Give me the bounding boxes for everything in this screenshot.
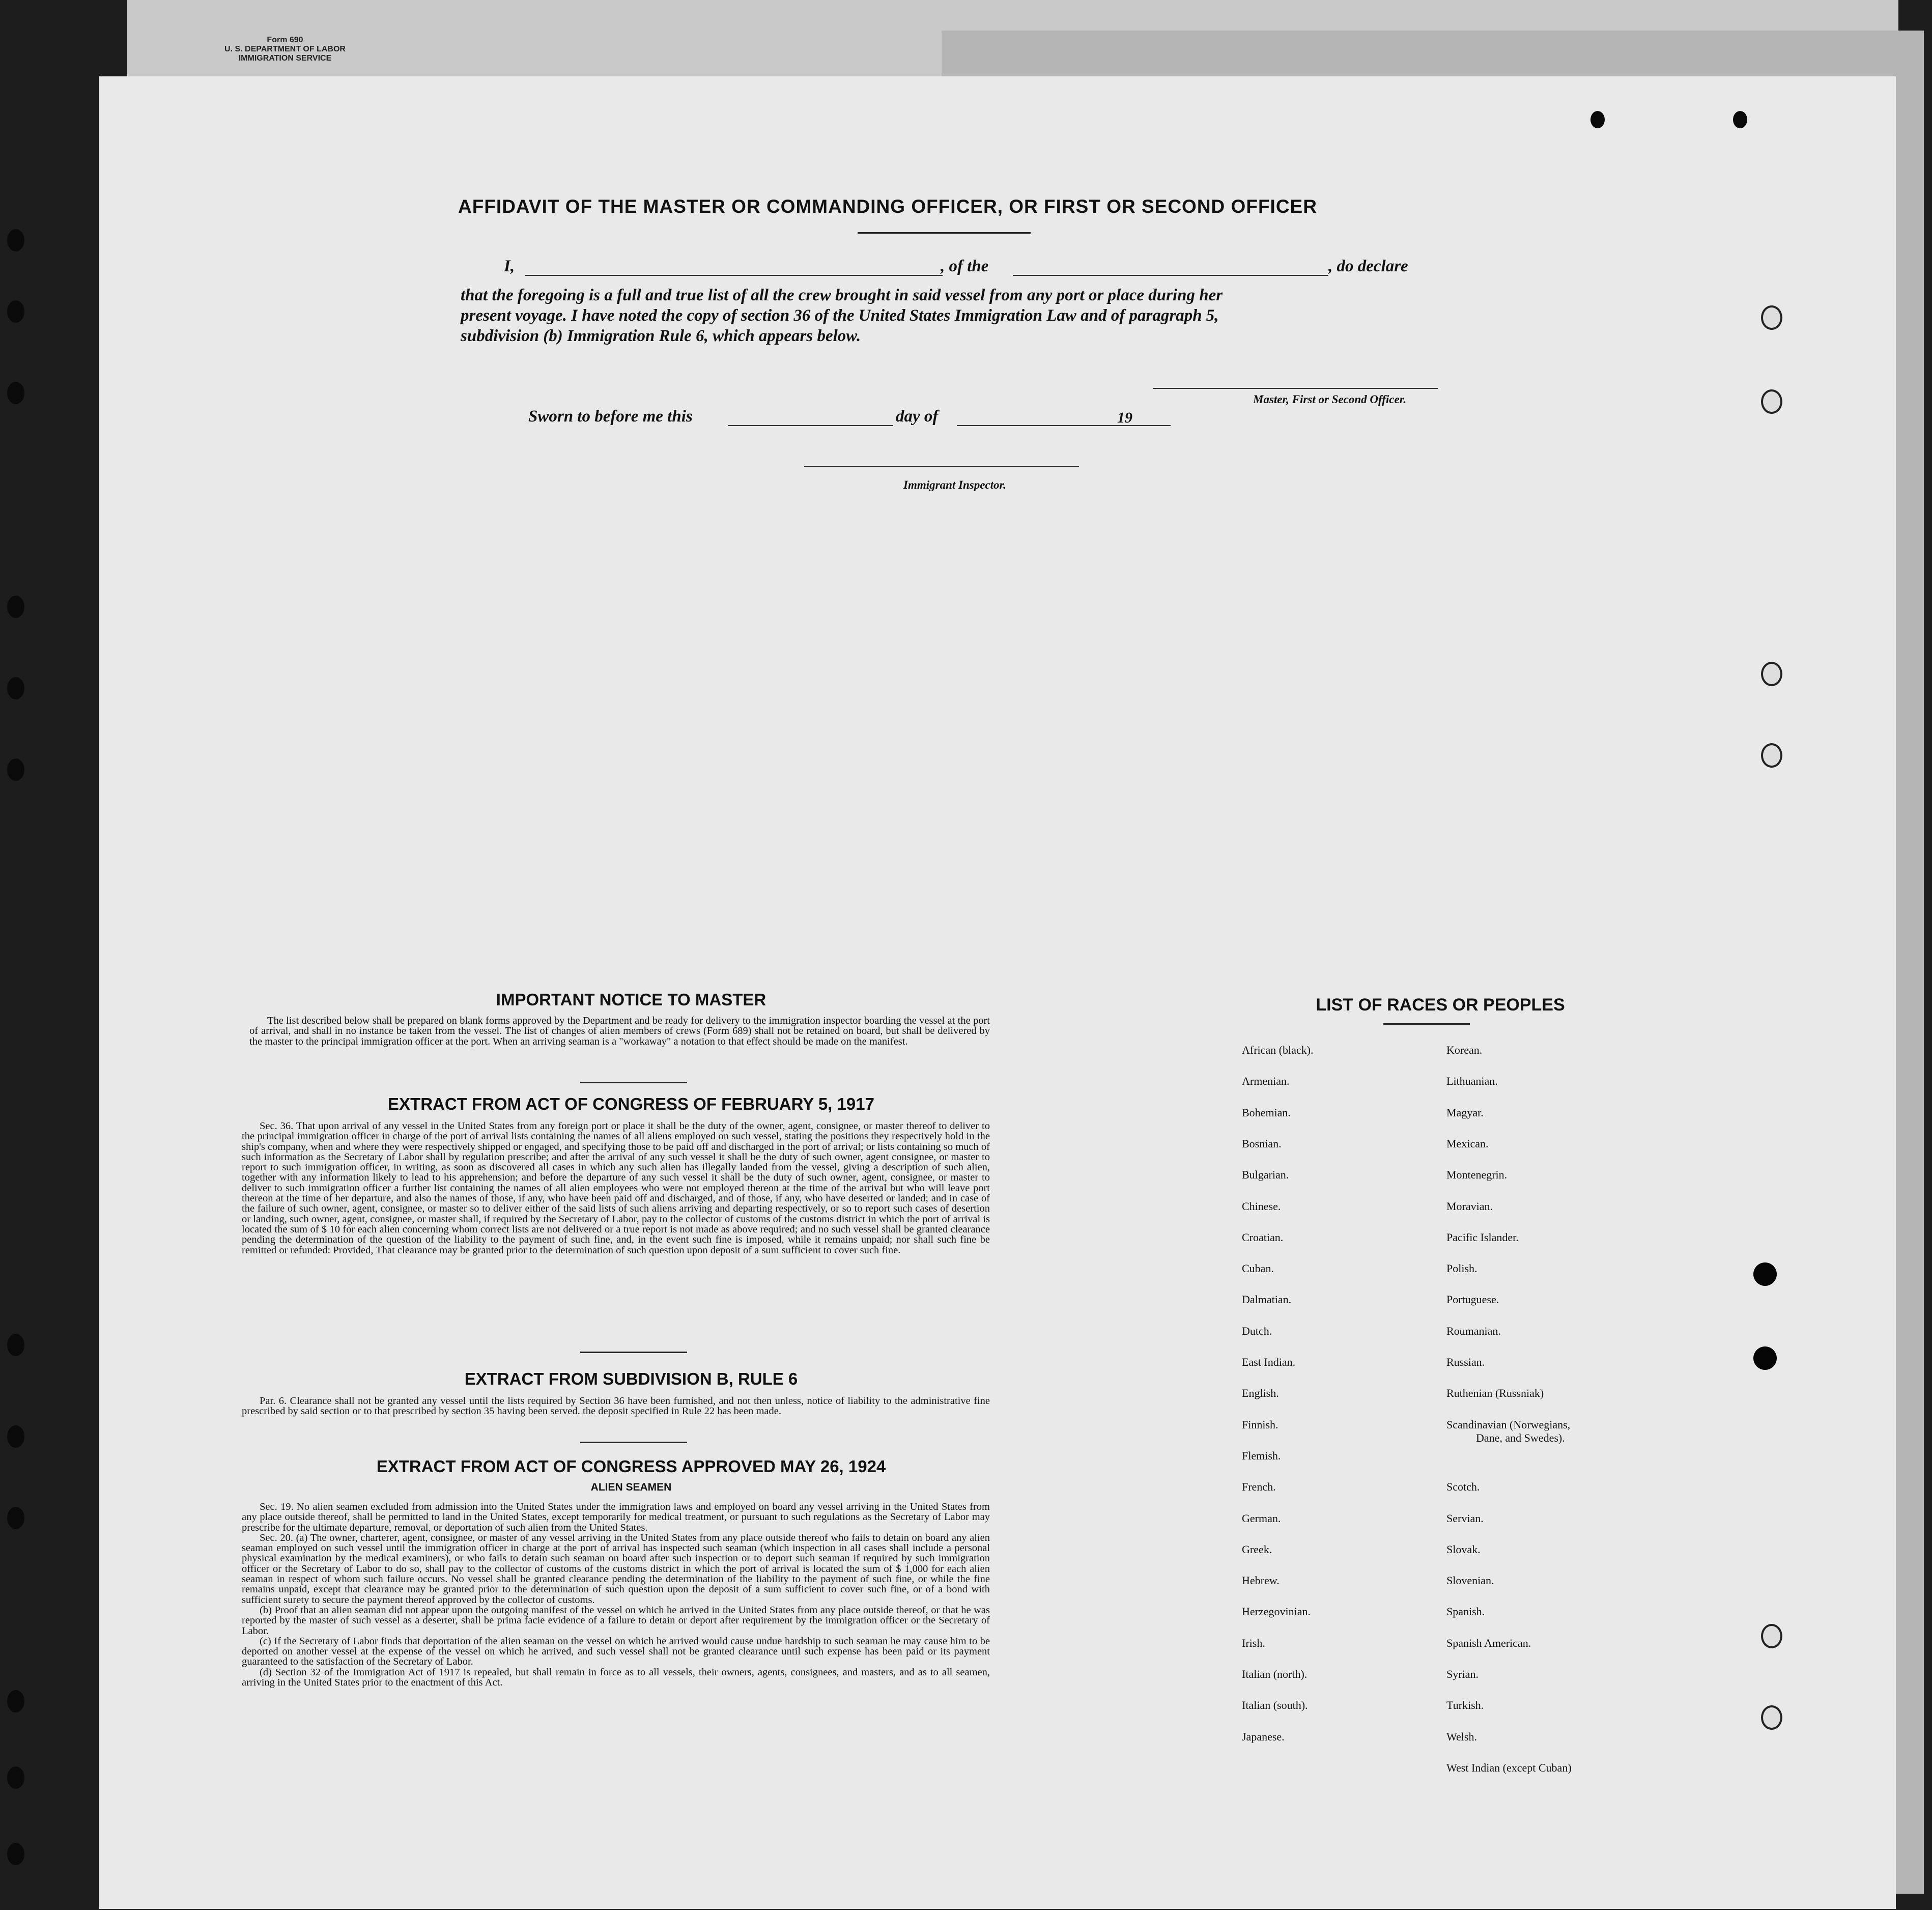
race-item: English. bbox=[1242, 1387, 1279, 1400]
section-20c-paragraph: (c) If the Secretary of Labor finds that deportation of the alien seaman on the vessel on which he arrived would cause undue hardship to such seaman he may cause him to be deported on another vessel at the expense of the vessel on which he arrived, and such vessel shall not be granted clearance until such expense has been paid or its payment guaranteed to the satisfaction of the Secretary of Labor. bbox=[242, 1635, 990, 1668]
year-label: 19 bbox=[1117, 409, 1132, 426]
race-item: German. bbox=[1242, 1511, 1281, 1525]
race-item: Chinese. bbox=[1242, 1199, 1281, 1213]
rule-6-title: EXTRACT FROM SUBDIVISION B, RULE 6 bbox=[464, 1369, 798, 1388]
race-item: Slovenian. bbox=[1446, 1574, 1494, 1587]
race-item: Welsh. bbox=[1446, 1730, 1477, 1743]
race-item: Armenian. bbox=[1242, 1075, 1290, 1088]
race-item: Syrian. bbox=[1446, 1668, 1479, 1680]
section-20b-paragraph: (b) Proof that an alien seaman did not appear upon the outgoing manifest of the vessel on which he arrived in the United States from any place outside thereof, or that he was reported by the master of such vessel as a deserter, shall be prima facie evidence of a failure to detain or deport after requirement by the immigration officer or the Secretary of Labor. bbox=[242, 1604, 990, 1637]
race-item: Mexican. bbox=[1446, 1137, 1489, 1150]
rule-6-text bbox=[242, 1396, 990, 1417]
race-item: Dane, and Swedes). bbox=[1476, 1431, 1565, 1444]
race-item: Irish. bbox=[1242, 1636, 1265, 1649]
race-item: Montenegrin. bbox=[1446, 1168, 1508, 1182]
race-item: Herzegovinian. bbox=[1242, 1605, 1311, 1618]
i-label: I, bbox=[504, 257, 515, 275]
affidavit-line: that the foregoing is a full and true list of all the crew brought in said vessel from any port or place during her bbox=[461, 286, 1223, 304]
race-item: Pacific Islander. bbox=[1446, 1230, 1519, 1244]
race-item: Dutch. bbox=[1242, 1324, 1272, 1337]
rule-6-paragraph: Par. 6. Clearance shall not be granted any vessel until the lists required by Section 36 have been furnished, and not then unless, notice of liability to the administrative fine prescribed by said section or to that prescribed by section 35 having been served. the deposit specified in Rule 22 has been made. bbox=[242, 1395, 990, 1417]
inspector-label: Immigrant Inspector. bbox=[903, 479, 1006, 491]
binder-hole bbox=[7, 677, 24, 699]
race-item: French. bbox=[1242, 1480, 1276, 1494]
race-item: Servian. bbox=[1446, 1511, 1484, 1525]
affidavit-line: subdivision (b) Immigration Rule 6, which appears below. bbox=[461, 327, 861, 345]
extract-1917-title: EXTRACT FROM ACT OF CONGRESS OF FEBRUARY 5, 1917 bbox=[388, 1094, 874, 1113]
race-item: Greek. bbox=[1242, 1542, 1272, 1556]
punch-hole bbox=[1761, 743, 1782, 768]
notice-title: IMPORTANT NOTICE TO MASTER bbox=[496, 990, 766, 1009]
master-signature-line bbox=[1153, 388, 1438, 389]
binder-hole bbox=[7, 300, 24, 323]
affidavit-title: AFFIDAVIT OF THE MASTER OR COMMANDING OFFICER, OR FIRST OR SECOND OFFICER bbox=[458, 196, 1317, 217]
punch-hole bbox=[1761, 305, 1782, 330]
binder-hole bbox=[7, 1690, 24, 1712]
binder-hole bbox=[7, 1843, 24, 1865]
binder-hole bbox=[7, 1766, 24, 1789]
race-item: Scotch. bbox=[1446, 1480, 1480, 1494]
race-item: Magyar. bbox=[1446, 1106, 1484, 1119]
section-20d-paragraph: (d) Section 32 of the Immigration Act of 1917 is repealed, but shall remain in force as to all vessels, their owners, agents, consignees, and masters, and as to all seamen, arriving in the United States prior to the enactment of this Act. bbox=[242, 1666, 990, 1689]
race-item: Bohemian. bbox=[1242, 1106, 1291, 1119]
punch-hole bbox=[1753, 1346, 1777, 1370]
title-underline bbox=[1383, 1023, 1470, 1025]
race-item: Roumanian. bbox=[1446, 1324, 1501, 1337]
punch-hole bbox=[1761, 389, 1782, 414]
section-20a-paragraph: Sec. 20. (a) The owner, charterer, agent, consignee, or master of any vessel arriving in the United States from any place outside thereof who fails to detain on board any alien seaman employed on such vessel until the immigration officer in charge at the port of arrival has inspected such seaman (which inspection in all cases shall include a personal physical examination by the medical examiners), or who fails to detain such seaman on board after such inspection or to deport such seaman if required by such immigration officer or the Secretary of Labor to do so, shall pay to the collector of customs of the customs district in which the port of arrival is located the sum of $ 1,000 for each alien seaman in respect of whom such failure occurs. No vessel shall be granted clearance pending the determination of the liability to the payment of such fine, or while the fine remains unpaid, except that clearance may be granted prior to the determination of such question upon the deposit of a sum sufficient to cover such fine, or of a bond with sufficient surety to secure the payment thereof approved by the collector of customs. bbox=[242, 1532, 990, 1606]
title-underline bbox=[858, 232, 1031, 234]
notice-paragraph: The list described below shall be prepared on blank forms approved by the Department and be ready for delivery to the immigration inspector boarding the vessel at the port of arrival, and shall in no instance be taken from the vessel. The list of changes of alien members of crews (Form 689) shall not be retained on board, but shall be delivered by the master to the principal immigration officer at the port. When an arriving seaman is a "workaway" a notation to that effect should be made on the manifest. bbox=[249, 1015, 990, 1047]
races-title: LIST OF RACES OR PEOPLES bbox=[1316, 995, 1565, 1015]
form-tag-line: U. S. DEPARTMENT OF LABOR bbox=[224, 45, 346, 53]
form-number-tag bbox=[201, 36, 369, 63]
race-item: Dalmatian. bbox=[1242, 1293, 1292, 1306]
binder-hole bbox=[7, 382, 24, 404]
binder-hole bbox=[7, 596, 24, 618]
race-item: Cuban. bbox=[1242, 1262, 1274, 1275]
race-item: Spanish. bbox=[1446, 1605, 1485, 1618]
declare-label: , do declare bbox=[1328, 257, 1408, 275]
race-item: West Indian (except Cuban) bbox=[1446, 1761, 1572, 1774]
race-item: Finnish. bbox=[1242, 1418, 1278, 1431]
punch-hole bbox=[1590, 111, 1605, 128]
race-item: Slovak. bbox=[1446, 1542, 1481, 1556]
race-item: Lithuanian. bbox=[1446, 1075, 1498, 1088]
form-tag-line: Form 690 bbox=[267, 36, 303, 44]
notice-text bbox=[249, 1016, 990, 1047]
sworn-label: Sworn to before me this bbox=[528, 407, 693, 426]
punch-hole bbox=[1761, 1705, 1782, 1730]
of-the-label: , of the bbox=[941, 257, 989, 275]
extract-1924-title: EXTRACT FROM ACT OF CONGRESS APPROVED MAY 26, 1924 bbox=[376, 1457, 886, 1476]
punch-hole bbox=[1753, 1262, 1777, 1286]
race-item: Flemish. bbox=[1242, 1449, 1281, 1462]
binder-hole bbox=[7, 1425, 24, 1448]
extract-1924-subtitle: ALIEN SEAMEN bbox=[590, 1481, 672, 1493]
race-item: Italian (north). bbox=[1242, 1668, 1308, 1680]
punch-hole bbox=[1761, 662, 1782, 686]
binder-hole bbox=[7, 1334, 24, 1356]
day-of-label: day of bbox=[896, 407, 939, 426]
extract-1917-text bbox=[242, 1121, 990, 1255]
punch-hole bbox=[1761, 1624, 1782, 1648]
section-divider bbox=[580, 1082, 687, 1083]
race-item: Scandinavian (Norwegians, bbox=[1446, 1418, 1571, 1431]
extract-1924-text bbox=[242, 1502, 990, 1688]
race-item: Italian (south). bbox=[1242, 1699, 1308, 1712]
race-item: Moravian. bbox=[1446, 1199, 1493, 1213]
race-item: Turkish. bbox=[1446, 1699, 1484, 1712]
binder-hole bbox=[7, 1507, 24, 1529]
race-item: Bulgarian. bbox=[1242, 1168, 1289, 1182]
section-divider bbox=[580, 1442, 687, 1443]
race-item: Ruthenian (Russniak) bbox=[1446, 1387, 1544, 1400]
race-item: Russian. bbox=[1446, 1356, 1485, 1368]
race-item: Hebrew. bbox=[1242, 1574, 1280, 1587]
vessel-blank bbox=[1013, 275, 1328, 276]
race-item: Japanese. bbox=[1242, 1730, 1285, 1743]
day-blank bbox=[728, 425, 893, 426]
race-item: Bosnian. bbox=[1242, 1137, 1282, 1150]
binder-hole bbox=[7, 229, 24, 251]
race-item: Polish. bbox=[1446, 1262, 1478, 1275]
race-item: Spanish American. bbox=[1446, 1636, 1531, 1649]
name-blank bbox=[525, 275, 943, 276]
section-36-paragraph: Sec. 36. That upon arrival of any vessel in the United States from any foreign port or place it shall be the duty of the owner, agent, consignee, or master thereof to deliver to the principal immigration officer in charge of the port of arrival lists containing the names of all aliens employed on such vessel, stating the positions they respectively hold in the ship's company, when and where they were respectively shipped or engaged, and specifying those to be paid off and discharged in the port of arrival; or lists containing so much of such information as the Secretary of Labor shall by regulation prescribe; and after the arrival of any such vessel it shall be the duty of such owner, agent consignee, or master to report to such immigration officer, in writing, as soon as discovered all cases in which any such alien has illegally landed from the vessel, giving a description of such alien, together with any information likely to lead to his apprehension; and before the departure of any such vessel it shall be the duty of such owner, agent, consignee, or master to deliver to such immigration officer a further list containing the names of all alien employees who were not employed thereon at the time of the arrival but who will leave port thereon at the time of her departure, and also the names of those, if any, who have been paid off and discharged, and of those, if any, who have deserted or landed; and in case of the failure of such owner, agent, consignee, or master so to deliver either of the said lists of such aliens arriving and departing respectively, or so to report such cases of desertion or landing, such owner, agent, consignee, or master shall, if required by the Secretary of Labor, pay to the collector of customs of the customs district in which the port of arrival is located the sum of $ 10 for each alien concerning whom correct lists are not delivered or a true report is not made as above required; and no such vessel shall be granted clearance pending the determination of the question of the liability to the payment of such fine, and, in the event such fine is imposed, while it remains unpaid; nor shall such fine be remitted or refunded: Provided, That clearance may be granted prior to the determination of such question upon deposit of a sum sufficient to cover such fine. bbox=[242, 1120, 990, 1256]
race-item: African (black). bbox=[1242, 1044, 1314, 1056]
binder-hole bbox=[7, 759, 24, 781]
punch-hole bbox=[1733, 111, 1747, 128]
master-label: Master, First or Second Officer. bbox=[1253, 393, 1407, 406]
inspector-signature-line bbox=[804, 466, 1079, 467]
affidavit-line: present voyage. I have noted the copy of section 36 of the United States Immigration Law and of paragraph 5, bbox=[461, 306, 1219, 325]
race-item: Portuguese. bbox=[1446, 1293, 1499, 1306]
section-19-paragraph: Sec. 19. No alien seamen excluded from admission into the United States under the immigration laws and employed on board any vessel arriving in the United States from any place outside thereof, shall be permitted to land in the United States, except temporarily for medical treatment, or pursuant to such regulations as the Secretary of Labor may prescribe for the ultimate departure, removal, or deportation of such alien from the United States. bbox=[242, 1501, 990, 1533]
month-blank bbox=[957, 425, 1171, 426]
race-item: East Indian. bbox=[1242, 1356, 1296, 1368]
form-tag-line: IMMIGRATION SERVICE bbox=[238, 54, 332, 63]
race-item: Korean. bbox=[1446, 1044, 1483, 1056]
race-item: Croatian. bbox=[1242, 1230, 1284, 1244]
section-divider bbox=[580, 1352, 687, 1353]
